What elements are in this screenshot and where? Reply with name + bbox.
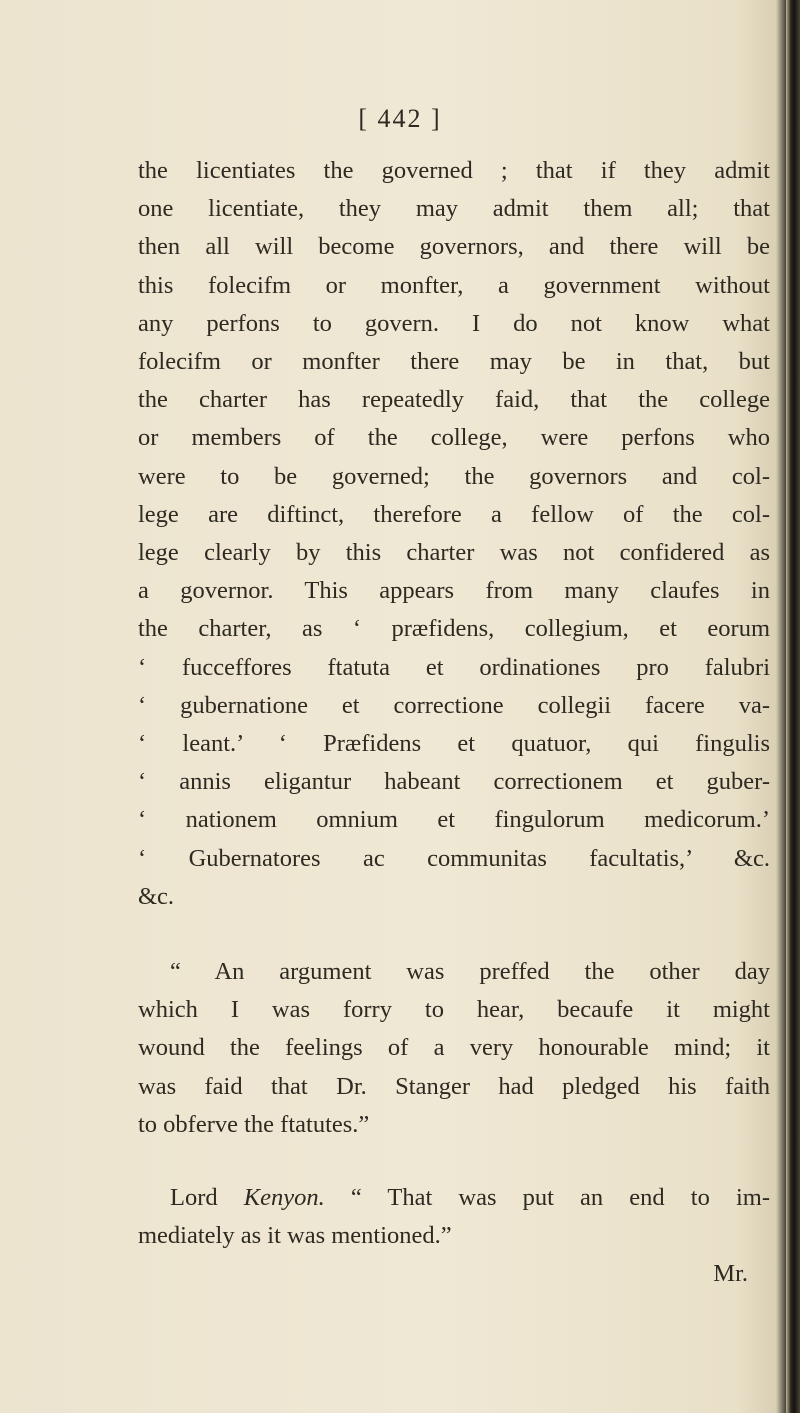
paragraph-argument-pressed [138, 953, 770, 1144]
speaker-title: Lord [170, 1184, 218, 1212]
speech-text: “ That was put an end to im- [350, 1184, 770, 1212]
text-line: the charter, as ‘ præfidens, collegium, et eorum [138, 615, 770, 643]
text-line: the charter has repeatedly faid, that the college [138, 386, 770, 414]
page-body-text [138, 152, 770, 1294]
text-line: to obferve the ftatutes.” [138, 1110, 370, 1138]
text-line: ‘ fucceffores ftatuta et ordinationes pro falubri [138, 653, 770, 681]
catchword: Mr. [713, 1260, 748, 1288]
text-line: ‘ leant.’ ‘ Præfidens et quatuor, qui fingulis [138, 730, 770, 758]
text-line: or members of the college, were perfons who [138, 424, 770, 452]
text-line: any perfons to govern. I do not know what [138, 309, 770, 337]
text-line [138, 1179, 770, 1217]
text-line: a governor. This appears from many claufes in [138, 577, 770, 605]
text-line: lege clearly by this charter was not confidered as [138, 539, 770, 567]
text-line: this folecifm or monfter, a government without [138, 271, 770, 299]
paragraph-lord-kenyon [138, 1179, 770, 1294]
speaker-name: Kenyon. [243, 1184, 325, 1212]
text-line: ‘ gubernatione et correctione collegii facere va- [138, 691, 770, 719]
text-line: ‘ annis eligantur habeant correctionem et guber- [138, 768, 770, 796]
paragraph-charter-argument [138, 152, 770, 916]
text-line: were to be governed; the governors and col- [138, 462, 770, 490]
text-line: ‘ nationem omnium et fingulorum medicorum.’ [138, 806, 770, 834]
text-line: “ An argument was preffed the other day [170, 958, 770, 986]
text-line: which I was forry to hear, becaufe it might [138, 996, 770, 1024]
text-line: was faid that Dr. Stanger had pledged his faith [138, 1072, 770, 1100]
text-line: &c. [138, 882, 175, 910]
text-line: then all will become governors, and there will be [138, 233, 770, 261]
paragraph-spacer [138, 1144, 770, 1179]
text-line: folecifm or monfter there may be in that, but [138, 348, 770, 376]
text-line: lege are diftinct, therefore a fellow of the col- [138, 500, 770, 528]
text-line: the licentiates the governed ; that if they admit [138, 157, 770, 184]
text-line: mediately as it was mentioned.” [138, 1222, 452, 1250]
page-gutter-edge [786, 0, 800, 1413]
page-number-header: [ 442 ] [358, 104, 442, 133]
text-line: ‘ Gubernatores ac communitas facultatis,’ &c. [138, 844, 770, 872]
paragraph-spacer [138, 916, 770, 953]
text-line: one licentiate, they may admit them all; that [138, 195, 770, 223]
text-line: wound the feelings of a very honourable mind; it [138, 1034, 770, 1062]
